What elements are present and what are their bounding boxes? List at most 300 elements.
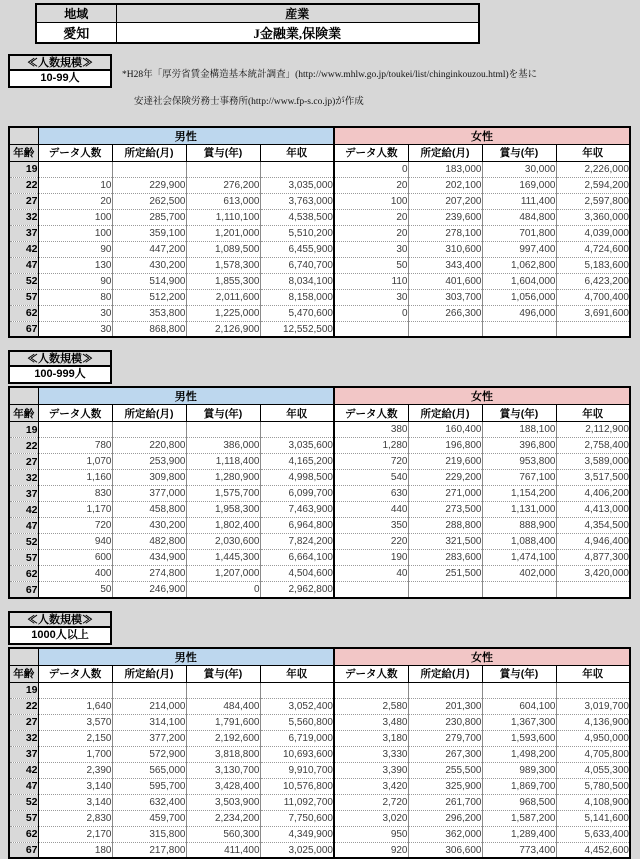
data-cell: 220	[334, 534, 408, 550]
data-cell: 2,150	[38, 730, 112, 746]
age-cell: 52	[9, 273, 38, 289]
column-header: データ人数	[334, 665, 408, 682]
data-cell: 362,000	[408, 826, 482, 842]
data-cell: 2,030,600	[186, 534, 260, 550]
table-row	[9, 193, 630, 209]
age-cell: 19	[9, 422, 38, 438]
data-cell: 773,400	[482, 842, 556, 858]
data-cell: 4,700,400	[556, 289, 630, 305]
data-cell: 353,800	[112, 305, 186, 321]
data-cell	[260, 422, 334, 438]
header-row	[9, 387, 630, 405]
data-cell	[556, 321, 630, 337]
data-cell: 4,998,500	[260, 470, 334, 486]
table-row	[9, 566, 630, 582]
data-cell: 1,088,400	[482, 534, 556, 550]
data-cell: 1,593,600	[482, 730, 556, 746]
data-cell: 214,000	[112, 698, 186, 714]
data-cell: 3,035,600	[260, 438, 334, 454]
data-cell: 434,900	[112, 550, 186, 566]
column-header: 賞与(年)	[482, 405, 556, 422]
data-cell: 968,500	[482, 794, 556, 810]
table-row	[9, 778, 630, 794]
data-cell: 3,330	[334, 746, 408, 762]
column-header: 年収	[556, 144, 630, 161]
data-cell: 920	[334, 842, 408, 858]
data-cell: 321,500	[408, 534, 482, 550]
data-cell: 4,136,900	[556, 714, 630, 730]
data-cell: 458,800	[112, 502, 186, 518]
data-cell: 30	[334, 241, 408, 257]
data-cell: 90	[38, 273, 112, 289]
data-cell: 701,800	[482, 225, 556, 241]
data-cell: 273,500	[408, 502, 482, 518]
data-cell: 3,052,400	[260, 698, 334, 714]
data-cell: 4,946,400	[556, 534, 630, 550]
data-cell: 100	[38, 225, 112, 241]
data-cell: 6,455,900	[260, 241, 334, 257]
data-cell: 2,962,800	[260, 582, 334, 598]
data-cell: 5,780,500	[556, 778, 630, 794]
age-cell: 37	[9, 746, 38, 762]
data-cell: 4,413,000	[556, 502, 630, 518]
table-row	[9, 486, 630, 502]
data-cell: 11,092,700	[260, 794, 334, 810]
corner-cell	[9, 648, 38, 666]
data-cell: 940	[38, 534, 112, 550]
table-row	[9, 518, 630, 534]
data-cell: 12,552,500	[260, 321, 334, 337]
age-cell: 67	[9, 582, 38, 598]
table-row	[9, 454, 630, 470]
data-cell: 1,367,300	[482, 714, 556, 730]
data-cell: 2,126,900	[186, 321, 260, 337]
age-cell: 67	[9, 842, 38, 858]
size-value: 1000人以上	[8, 628, 112, 645]
data-cell: 5,470,600	[260, 305, 334, 321]
wage-table-10-99	[8, 126, 631, 339]
data-cell: 386,000	[186, 438, 260, 454]
data-cell: 20	[334, 225, 408, 241]
data-cell: 220,800	[112, 438, 186, 454]
column-header: 賞与(年)	[482, 665, 556, 682]
data-cell: 30	[38, 305, 112, 321]
data-cell: 2,720	[334, 794, 408, 810]
data-cell: 296,200	[408, 810, 482, 826]
data-cell: 246,900	[112, 582, 186, 598]
column-header: 年収	[260, 405, 334, 422]
table-row	[9, 257, 630, 273]
column-header: 所定給(月)	[112, 144, 186, 161]
data-cell: 1,855,300	[186, 273, 260, 289]
data-cell: 8,034,100	[260, 273, 334, 289]
data-cell: 279,700	[408, 730, 482, 746]
data-cell: 0	[334, 161, 408, 177]
table-row	[9, 714, 630, 730]
data-cell: 6,099,700	[260, 486, 334, 502]
data-cell: 868,800	[112, 321, 186, 337]
data-cell: 359,100	[112, 225, 186, 241]
source-note-line2: 安達社会保険労務士事務所(http://www.fp-s.co.jp)が作成	[134, 97, 364, 108]
source-note-line1: *H28年「厚労省賃金構造基本統計調査」(http://www.mhlw.go.jp/toukei/list/chinginkouzou.html)を基に	[122, 69, 538, 80]
data-cell: 4,950,000	[556, 730, 630, 746]
column-header: データ人数	[38, 665, 112, 682]
data-cell: 1,280,900	[186, 470, 260, 486]
data-cell: 496,000	[482, 305, 556, 321]
corner-cell	[9, 127, 38, 145]
data-cell: 3,818,800	[186, 746, 260, 762]
data-cell: 6,964,800	[260, 518, 334, 534]
subheader-row	[9, 665, 630, 682]
column-header: 賞与(年)	[482, 144, 556, 161]
data-cell	[260, 682, 334, 698]
data-cell: 5,183,600	[556, 257, 630, 273]
data-cell: 632,400	[112, 794, 186, 810]
table-row	[9, 730, 630, 746]
age-cell: 27	[9, 714, 38, 730]
data-cell: 400	[38, 566, 112, 582]
data-cell: 3,020	[334, 810, 408, 826]
data-cell: 1,604,000	[482, 273, 556, 289]
data-cell: 1,445,300	[186, 550, 260, 566]
table-row	[9, 842, 630, 858]
data-cell: 160,400	[408, 422, 482, 438]
data-cell: 10,576,800	[260, 778, 334, 794]
data-cell: 604,100	[482, 698, 556, 714]
data-cell: 1,089,500	[186, 241, 260, 257]
data-cell: 3,503,900	[186, 794, 260, 810]
data-cell: 1,474,100	[482, 550, 556, 566]
data-cell	[112, 161, 186, 177]
data-cell: 1,802,400	[186, 518, 260, 534]
age-cell: 27	[9, 193, 38, 209]
column-header: 所定給(月)	[408, 144, 482, 161]
column-header: 所定給(月)	[112, 405, 186, 422]
data-cell: 560,300	[186, 826, 260, 842]
size-value: 100-999人	[8, 367, 112, 384]
table-row	[9, 177, 630, 193]
data-cell: 6,740,700	[260, 257, 334, 273]
data-cell: 2,112,900	[556, 422, 630, 438]
data-cell	[260, 161, 334, 177]
data-cell	[408, 321, 482, 337]
age-cell: 32	[9, 470, 38, 486]
data-cell: 111,400	[482, 193, 556, 209]
table-row	[9, 826, 630, 842]
data-cell: 251,500	[408, 566, 482, 582]
data-cell: 50	[334, 257, 408, 273]
female-group-header: 女性	[334, 127, 630, 145]
female-group-header: 女性	[334, 387, 630, 405]
subheader-row	[9, 144, 630, 161]
age-cell: 62	[9, 566, 38, 582]
table-row	[9, 698, 630, 714]
age-cell: 32	[9, 730, 38, 746]
data-cell: 8,158,000	[260, 289, 334, 305]
wage-table-1000plus	[8, 647, 631, 859]
table-row	[9, 289, 630, 305]
data-cell: 283,600	[408, 550, 482, 566]
age-cell: 37	[9, 225, 38, 241]
region-industry-table	[35, 3, 480, 44]
table-row	[9, 682, 630, 698]
data-cell: 447,200	[112, 241, 186, 257]
column-header: 年収	[260, 665, 334, 682]
table-row	[9, 305, 630, 321]
header-row	[9, 127, 630, 145]
data-cell: 314,100	[112, 714, 186, 730]
data-cell: 2,390	[38, 762, 112, 778]
column-header: データ人数	[38, 405, 112, 422]
industry-label: 産業	[116, 4, 479, 23]
male-group-header: 男性	[38, 648, 334, 666]
data-cell: 440	[334, 502, 408, 518]
data-cell: 5,510,200	[260, 225, 334, 241]
data-cell	[186, 422, 260, 438]
column-header: データ人数	[38, 144, 112, 161]
age-cell: 22	[9, 438, 38, 454]
data-cell: 1,056,000	[482, 289, 556, 305]
data-cell	[334, 682, 408, 698]
data-cell: 229,200	[408, 470, 482, 486]
data-cell: 1,170	[38, 502, 112, 518]
data-cell: 767,100	[482, 470, 556, 486]
data-cell: 306,600	[408, 842, 482, 858]
table-row	[36, 23, 479, 44]
data-cell: 1,225,000	[186, 305, 260, 321]
size-caption: ≪人数規模≫	[8, 54, 112, 71]
data-cell: 3,763,000	[260, 193, 334, 209]
data-cell: 239,600	[408, 209, 482, 225]
data-cell	[482, 321, 556, 337]
data-cell: 110	[334, 273, 408, 289]
table-row	[9, 746, 630, 762]
data-cell: 4,349,900	[260, 826, 334, 842]
table-row	[9, 422, 630, 438]
data-cell: 565,000	[112, 762, 186, 778]
data-cell: 4,165,200	[260, 454, 334, 470]
data-cell: 1,201,000	[186, 225, 260, 241]
data-cell: 4,406,200	[556, 486, 630, 502]
age-cell: 47	[9, 518, 38, 534]
data-cell: 720	[334, 454, 408, 470]
section-size-100-999	[8, 350, 640, 599]
data-cell: 613,000	[186, 193, 260, 209]
data-cell	[334, 582, 408, 598]
data-cell: 396,800	[482, 438, 556, 454]
age-cell: 42	[9, 762, 38, 778]
data-cell	[556, 582, 630, 598]
data-cell: 3,420	[334, 778, 408, 794]
data-cell: 6,719,000	[260, 730, 334, 746]
column-header: 賞与(年)	[186, 405, 260, 422]
data-cell: 4,452,600	[556, 842, 630, 858]
data-cell: 5,141,600	[556, 810, 630, 826]
data-cell: 3,019,700	[556, 698, 630, 714]
data-cell: 3,480	[334, 714, 408, 730]
column-header: 年収	[260, 144, 334, 161]
data-cell: 950	[334, 826, 408, 842]
age-cell: 32	[9, 209, 38, 225]
data-cell: 230,800	[408, 714, 482, 730]
data-cell: 0	[186, 582, 260, 598]
data-cell: 484,800	[482, 209, 556, 225]
data-cell: 1,575,700	[186, 486, 260, 502]
size-caption: ≪人数規模≫	[8, 611, 112, 628]
data-cell: 1,958,300	[186, 502, 260, 518]
data-cell: 4,108,900	[556, 794, 630, 810]
data-cell: 953,800	[482, 454, 556, 470]
data-cell	[186, 161, 260, 177]
age-cell: 62	[9, 826, 38, 842]
data-cell: 40	[334, 566, 408, 582]
data-cell: 9,910,700	[260, 762, 334, 778]
table-row	[9, 762, 630, 778]
data-cell: 600	[38, 550, 112, 566]
data-cell	[482, 682, 556, 698]
data-cell: 201,300	[408, 698, 482, 714]
data-cell	[408, 682, 482, 698]
data-cell: 3,428,400	[186, 778, 260, 794]
data-cell: 288,800	[408, 518, 482, 534]
data-cell: 130	[38, 257, 112, 273]
data-cell: 401,600	[408, 273, 482, 289]
size-box	[8, 350, 112, 384]
data-cell: 514,900	[112, 273, 186, 289]
table-row	[9, 810, 630, 826]
table-row	[9, 438, 630, 454]
data-cell: 3,390	[334, 762, 408, 778]
data-cell: 1,578,300	[186, 257, 260, 273]
data-cell: 3,360,000	[556, 209, 630, 225]
column-header: データ人数	[334, 405, 408, 422]
data-cell: 5,560,800	[260, 714, 334, 730]
column-header: データ人数	[334, 144, 408, 161]
table-row	[9, 209, 630, 225]
age-cell: 52	[9, 534, 38, 550]
data-cell: 3,140	[38, 794, 112, 810]
data-cell: 830	[38, 486, 112, 502]
data-cell: 1,070	[38, 454, 112, 470]
data-cell: 253,900	[112, 454, 186, 470]
data-cell: 274,800	[112, 566, 186, 582]
data-cell: 780	[38, 438, 112, 454]
data-cell	[38, 161, 112, 177]
data-cell: 303,700	[408, 289, 482, 305]
age-cell: 52	[9, 794, 38, 810]
data-cell: 50	[38, 582, 112, 598]
data-cell: 3,130,700	[186, 762, 260, 778]
data-cell: 997,400	[482, 241, 556, 257]
table-row	[9, 502, 630, 518]
data-cell: 80	[38, 289, 112, 305]
table-row	[9, 534, 630, 550]
female-group-header: 女性	[334, 648, 630, 666]
data-cell	[334, 321, 408, 337]
age-cell: 27	[9, 454, 38, 470]
data-cell: 595,700	[112, 778, 186, 794]
data-cell: 3,570	[38, 714, 112, 730]
data-cell: 3,025,000	[260, 842, 334, 858]
table-row	[9, 582, 630, 598]
column-header: 年収	[556, 665, 630, 682]
data-cell: 190	[334, 550, 408, 566]
data-cell: 202,100	[408, 177, 482, 193]
header-row	[9, 648, 630, 666]
age-cell: 57	[9, 550, 38, 566]
region-value: 愛知	[36, 23, 116, 44]
male-group-header: 男性	[38, 127, 334, 145]
column-header: 所定給(月)	[112, 665, 186, 682]
data-cell: 30	[334, 289, 408, 305]
data-cell: 540	[334, 470, 408, 486]
data-cell: 343,400	[408, 257, 482, 273]
data-cell: 276,200	[186, 177, 260, 193]
data-cell: 3,420,000	[556, 566, 630, 582]
data-cell: 2,830	[38, 810, 112, 826]
column-header: 所定給(月)	[408, 665, 482, 682]
data-cell: 380	[334, 422, 408, 438]
data-cell: 30	[38, 321, 112, 337]
column-header: 賞与(年)	[186, 665, 260, 682]
data-cell: 7,824,200	[260, 534, 334, 550]
data-cell: 10,693,600	[260, 746, 334, 762]
data-cell: 989,300	[482, 762, 556, 778]
size-box	[8, 611, 112, 645]
data-cell: 266,300	[408, 305, 482, 321]
data-cell: 2,011,600	[186, 289, 260, 305]
age-cell: 22	[9, 177, 38, 193]
data-cell: 20	[38, 193, 112, 209]
table-row	[9, 550, 630, 566]
data-cell: 310,600	[408, 241, 482, 257]
data-cell: 309,800	[112, 470, 186, 486]
table-row	[9, 794, 630, 810]
age-cell: 67	[9, 321, 38, 337]
data-cell	[408, 582, 482, 598]
age-cell: 57	[9, 289, 38, 305]
data-cell	[112, 682, 186, 698]
age-cell: 62	[9, 305, 38, 321]
data-cell: 720	[38, 518, 112, 534]
section-size-10-99	[8, 54, 640, 338]
data-cell: 2,758,400	[556, 438, 630, 454]
data-cell: 888,900	[482, 518, 556, 534]
section-size-1000plus	[8, 611, 640, 859]
data-cell: 271,000	[408, 486, 482, 502]
table-row	[9, 161, 630, 177]
data-cell: 1,110,100	[186, 209, 260, 225]
data-cell: 5,633,400	[556, 826, 630, 842]
age-cell: 37	[9, 486, 38, 502]
data-cell: 4,055,300	[556, 762, 630, 778]
data-cell: 1,207,000	[186, 566, 260, 582]
data-cell: 1,280	[334, 438, 408, 454]
data-cell	[482, 582, 556, 598]
data-cell: 3,691,600	[556, 305, 630, 321]
data-cell: 3,180	[334, 730, 408, 746]
data-cell: 262,500	[112, 193, 186, 209]
data-cell: 430,200	[112, 518, 186, 534]
age-cell: 22	[9, 698, 38, 714]
age-cell: 42	[9, 502, 38, 518]
data-cell: 1,791,600	[186, 714, 260, 730]
data-cell: 183,000	[408, 161, 482, 177]
data-cell: 482,800	[112, 534, 186, 550]
age-cell: 47	[9, 257, 38, 273]
data-cell	[186, 682, 260, 698]
data-cell: 377,000	[112, 486, 186, 502]
